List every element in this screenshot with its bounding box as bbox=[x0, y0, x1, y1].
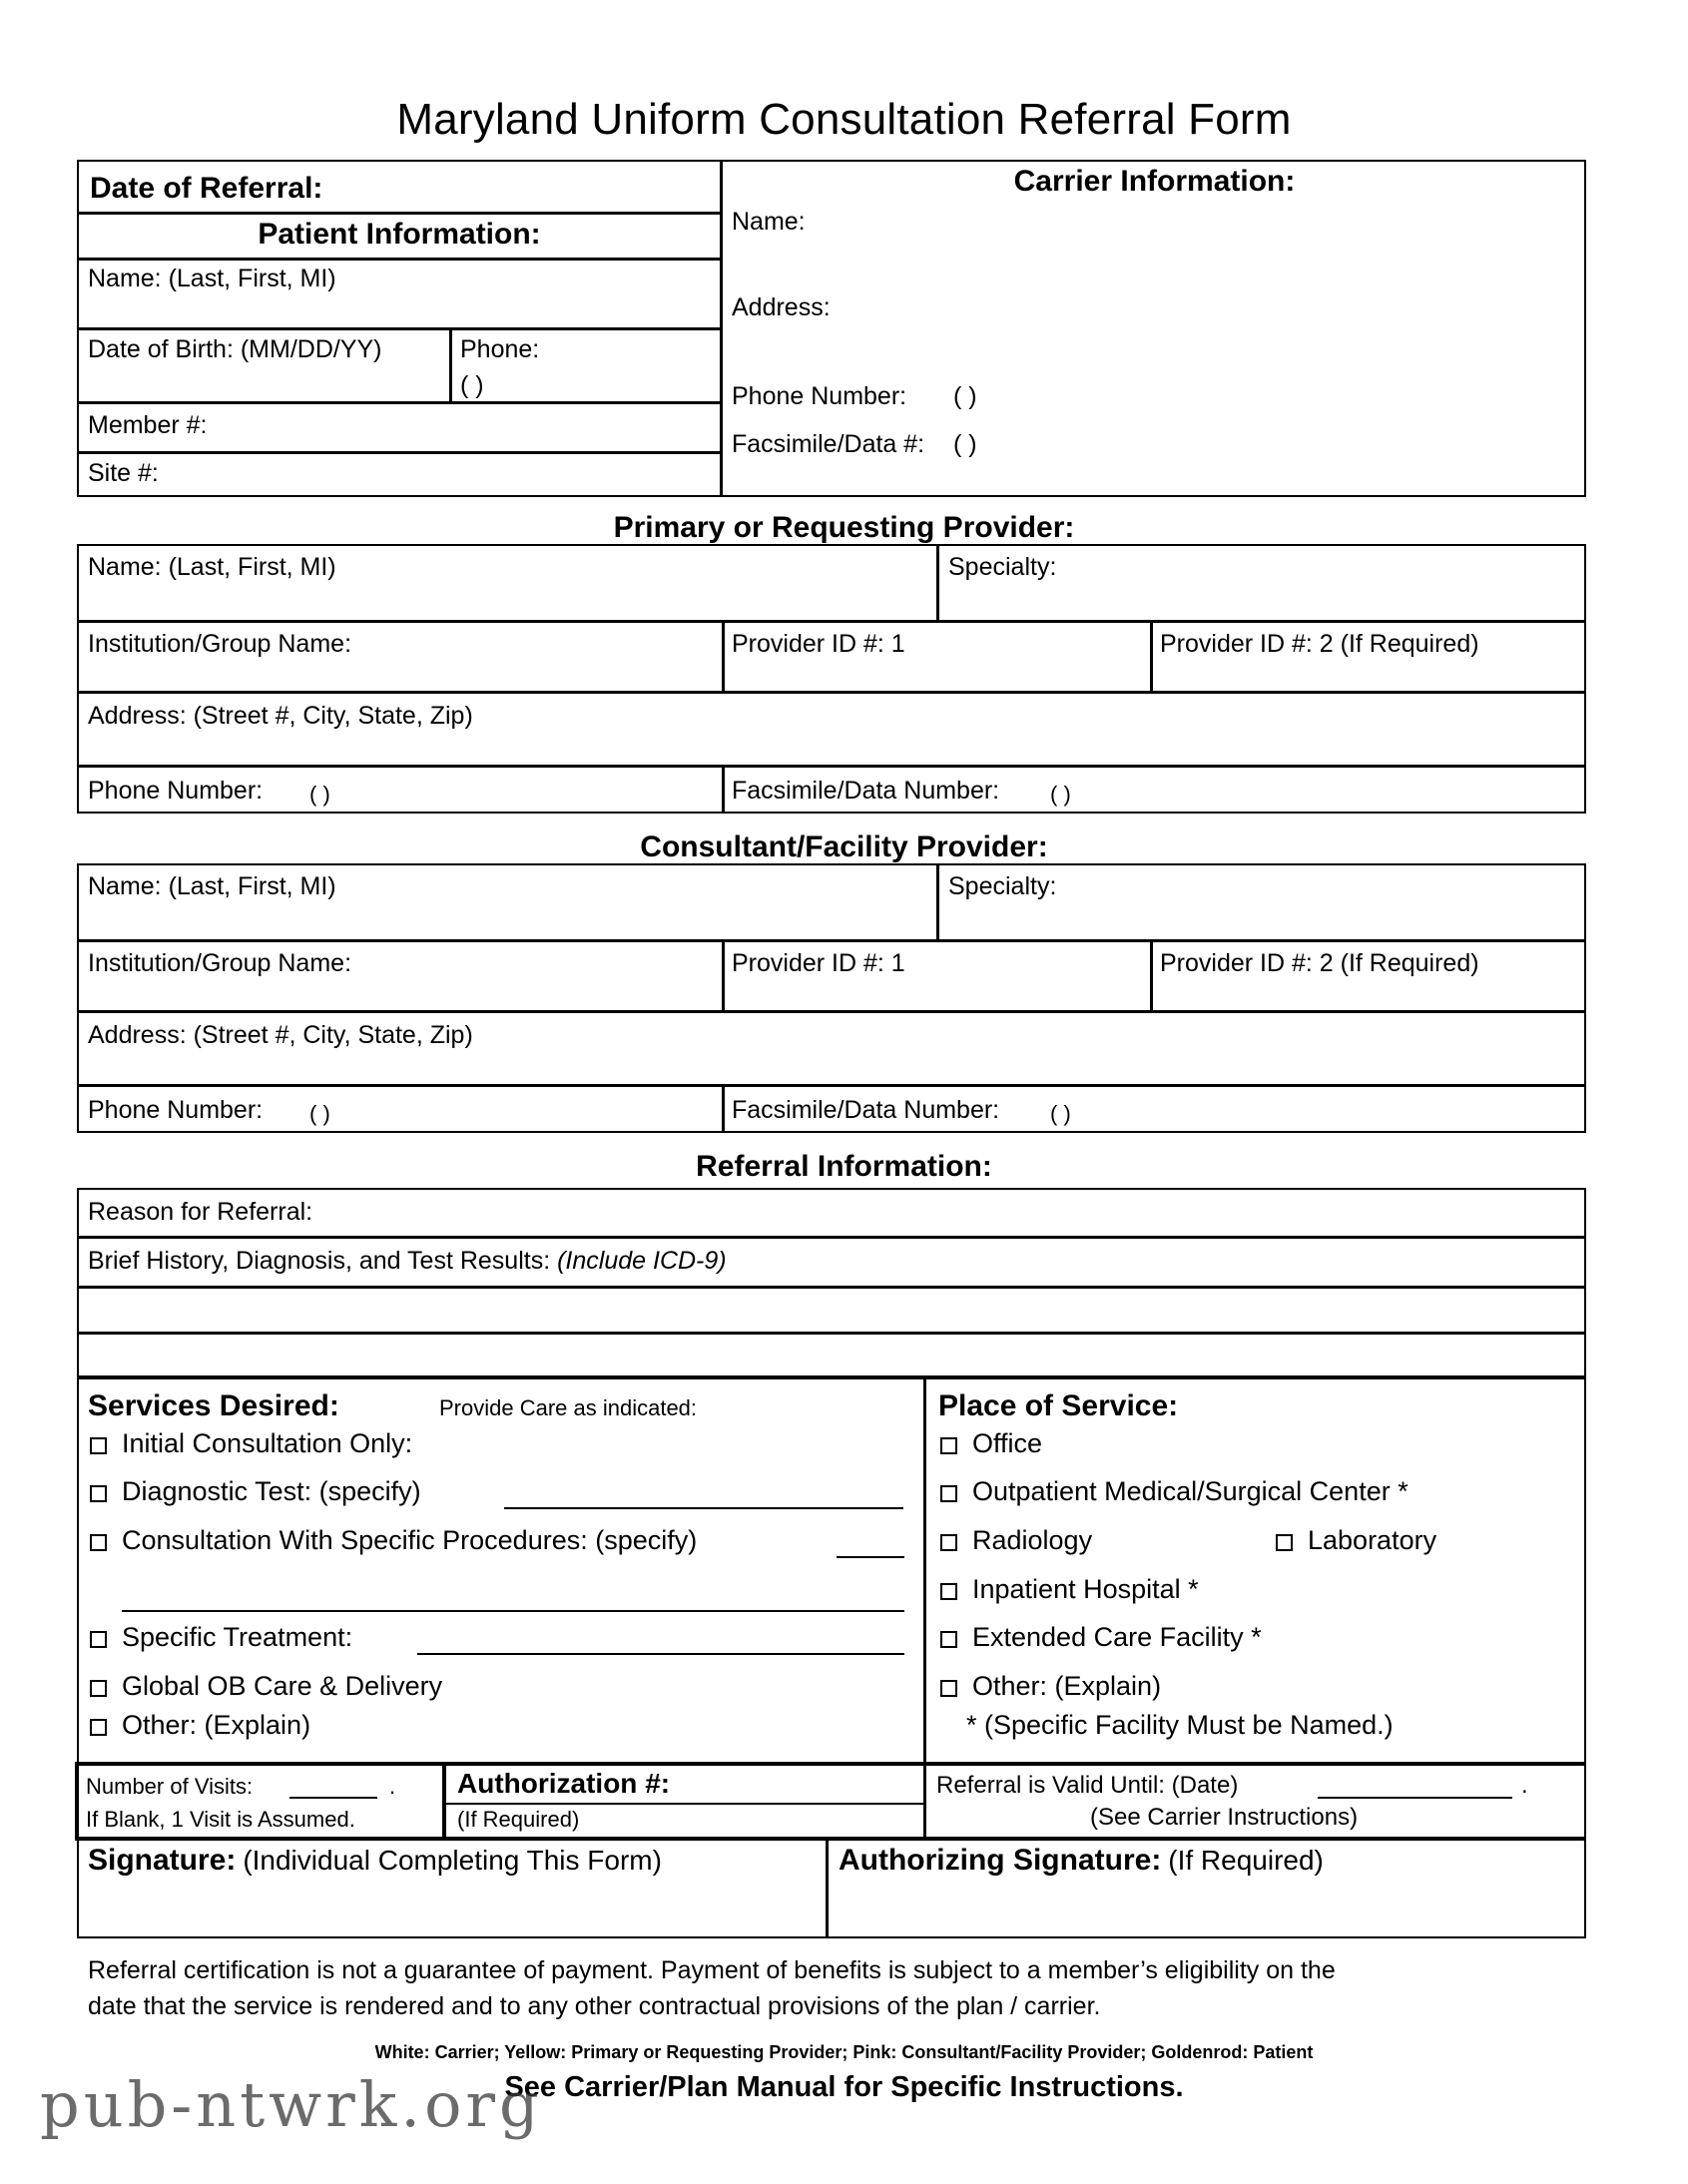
primary-phone-label: Phone Number: bbox=[88, 777, 264, 805]
primary-name-bottom-rule bbox=[77, 620, 1586, 623]
place-item-label: Extended Care Facility * bbox=[972, 1622, 1262, 1652]
referral-reason-label: Reason for Referral: bbox=[88, 1198, 313, 1226]
service-item-label: Global OB Care & Delivery bbox=[122, 1671, 443, 1701]
services-place-divider bbox=[923, 1377, 926, 1764]
consultant-name-label: Name: (Last, First, MI) bbox=[88, 872, 336, 900]
consultant-provider-box bbox=[77, 863, 1586, 1133]
patient-dob-phone-divider bbox=[449, 327, 452, 401]
primary-institution-id1-divider bbox=[722, 620, 725, 691]
consultant-provider-heading: Consultant/Facility Provider: bbox=[640, 830, 1048, 863]
checkbox-place-laboratory[interactable] bbox=[1276, 1534, 1293, 1551]
carrier-fax-parens: ( ) bbox=[953, 430, 977, 458]
consultant-institution-id1-divider bbox=[722, 939, 725, 1010]
checkbox-global-ob-care[interactable] bbox=[90, 1680, 107, 1697]
auth-validity-divider bbox=[923, 1764, 926, 1839]
referral-reason-bottom-rule bbox=[77, 1236, 1586, 1239]
footer-copies-note: White: Carrier; Yellow: Primary or Requesting Provider; Pink: Consultant/Facility Provider; Goldenrod: Patient bbox=[374, 2042, 1314, 2062]
patient-information-heading: Patient Information: bbox=[258, 218, 541, 251]
patient-dob-label: Date of Birth: (MM/DD/YY) bbox=[88, 335, 382, 363]
consultant-institution-label: Institution/Group Name: bbox=[88, 949, 352, 977]
primary-name-specialty-divider bbox=[936, 544, 939, 620]
primary-provider-box bbox=[77, 544, 1586, 814]
authorizing-signature-note: (If Required) bbox=[1168, 1845, 1324, 1876]
primary-address-bottom-rule bbox=[77, 765, 1586, 768]
checkbox-place-other[interactable] bbox=[940, 1680, 957, 1697]
carrier-address-label: Address: bbox=[732, 293, 831, 321]
checkbox-initial-consultation[interactable] bbox=[90, 1437, 107, 1454]
referral-blank-row-rule bbox=[77, 1332, 1586, 1335]
checkbox-specific-treatment[interactable] bbox=[90, 1631, 107, 1648]
primary-specialty-label: Specialty: bbox=[948, 553, 1057, 581]
watermark: pub-ntwrk.org bbox=[40, 2068, 543, 2141]
authorization-label: Authorization #: bbox=[457, 1768, 671, 1799]
carrier-phone-label: Phone Number: bbox=[732, 382, 907, 410]
service-item-label: Initial Consultation Only: bbox=[122, 1428, 413, 1458]
consultant-specialty-label: Specialty: bbox=[948, 872, 1057, 900]
authorizing-signature-group bbox=[839, 1844, 1324, 1877]
validity-note: (See Carrier Instructions) bbox=[1090, 1804, 1359, 1831]
patient-information-bottom-rule bbox=[77, 258, 722, 261]
checkbox-diagnostic-test[interactable] bbox=[90, 1485, 107, 1502]
visits-assumed-label: If Blank, 1 Visit is Assumed. bbox=[86, 1807, 355, 1832]
primary-fax-parens: ( ) bbox=[1050, 782, 1071, 807]
checkbox-services-other[interactable] bbox=[90, 1719, 107, 1736]
consultant-phone-label: Phone Number: bbox=[88, 1096, 264, 1124]
consultant-address-bottom-rule bbox=[77, 1084, 1586, 1087]
patient-name-bottom-rule bbox=[77, 327, 722, 330]
consultation-procedures-blank-1[interactable] bbox=[837, 1556, 904, 1558]
authorization-if-required: (If Required) bbox=[457, 1807, 580, 1832]
patient-member-label: Member #: bbox=[88, 411, 208, 439]
place-item-label: Laboratory bbox=[1308, 1525, 1437, 1555]
primary-id1-id2-divider bbox=[1150, 620, 1153, 691]
referral-history-text: Brief History, Diagnosis, and Test Results: bbox=[88, 1247, 551, 1275]
services-desired-subheading: Provide Care as indicated: bbox=[439, 1395, 698, 1420]
place-item-label: Outpatient Medical/Surgical Center * bbox=[972, 1476, 1408, 1506]
primary-fax-label: Facsimile/Data Number: bbox=[732, 777, 1000, 805]
number-of-visits-text: Number of Visits: bbox=[86, 1774, 254, 1799]
signature-note: (Individual Completing This Form) bbox=[243, 1845, 662, 1876]
signatures-divider bbox=[826, 1839, 829, 1938]
consultant-address-label: Address: (Street #, City, State, Zip) bbox=[88, 1021, 473, 1049]
patient-phone-parens: ( ) bbox=[460, 371, 484, 399]
number-of-visits-blank[interactable] bbox=[289, 1797, 377, 1799]
date-of-referral-label: Date of Referral: bbox=[90, 172, 323, 205]
checkbox-place-inpatient[interactable] bbox=[940, 1583, 957, 1600]
referral-history-bottom-rule bbox=[77, 1286, 1586, 1289]
validity-date-blank[interactable] bbox=[1318, 1797, 1512, 1799]
place-of-service-heading: Place of Service: bbox=[938, 1389, 1179, 1422]
service-item-label: Other: (Explain) bbox=[122, 1710, 311, 1740]
primary-institution-label: Institution/Group Name: bbox=[88, 630, 352, 658]
consultant-name-specialty-divider bbox=[936, 863, 939, 939]
place-item-label: Other: (Explain) bbox=[972, 1671, 1162, 1701]
carrier-name-label: Name: bbox=[732, 208, 806, 236]
primary-institution-bottom-rule bbox=[77, 691, 1586, 694]
patient-name-label: Name: (Last, First, MI) bbox=[88, 265, 336, 292]
service-item-label: Consultation With Specific Procedures: (specify) bbox=[122, 1525, 698, 1555]
primary-provider-id2-label: Provider ID #: 2 (If Required) bbox=[1160, 630, 1479, 658]
authorization-underline-rule bbox=[446, 1803, 923, 1805]
primary-provider-heading: Primary or Requesting Provider: bbox=[613, 511, 1075, 544]
service-item-label: Specific Treatment: bbox=[122, 1622, 353, 1652]
footer-disclaimer-line-1: Referral certification is not a guarantee of payment. Payment of benefits is subject to a member’s eligibility on the bbox=[88, 1956, 1336, 1984]
date-of-referral-bottom-rule bbox=[77, 212, 722, 215]
place-item-label: Radiology bbox=[972, 1525, 1093, 1555]
carrier-phone-parens: ( ) bbox=[953, 382, 977, 410]
patient-dob-bottom-rule bbox=[77, 401, 722, 404]
consultant-institution-bottom-rule bbox=[77, 1010, 1586, 1013]
primary-phone-fax-divider bbox=[722, 765, 725, 814]
checkbox-place-extended-care[interactable] bbox=[940, 1631, 957, 1648]
consultation-procedures-blank-2[interactable] bbox=[122, 1610, 904, 1612]
referral-information-heading: Referral Information: bbox=[696, 1150, 992, 1183]
consultant-id1-id2-divider bbox=[1150, 939, 1153, 1010]
number-of-visits-label bbox=[86, 1774, 253, 1799]
patient-member-bottom-rule bbox=[77, 451, 722, 454]
diagnostic-test-blank[interactable] bbox=[504, 1507, 903, 1509]
checkbox-place-outpatient[interactable] bbox=[940, 1485, 957, 1502]
signature-label-group bbox=[88, 1844, 662, 1877]
primary-phone-parens: ( ) bbox=[309, 782, 330, 807]
page-title: Maryland Uniform Consultation Referral Form bbox=[396, 95, 1292, 144]
footer-manual-note: See Carrier/Plan Manual for Specific Instructions. bbox=[504, 2071, 1184, 2103]
checkbox-place-office[interactable] bbox=[940, 1437, 957, 1454]
signature-label: Signature: bbox=[88, 1844, 237, 1877]
place-item-label: Inpatient Hospital * bbox=[972, 1574, 1199, 1604]
consultant-provider-id2-label: Provider ID #: 2 (If Required) bbox=[1160, 949, 1479, 977]
validity-label: Referral is Valid Until: (Date) bbox=[936, 1772, 1239, 1799]
consultant-fax-parens: ( ) bbox=[1050, 1101, 1071, 1126]
primary-address-label: Address: (Street #, City, State, Zip) bbox=[88, 702, 473, 730]
consultant-provider-id1-label: Provider ID #: 1 bbox=[732, 949, 905, 977]
footer-disclaimer-line-2: date that the service is rendered and to any other contractual provisions of the plan / carrier. bbox=[88, 1992, 1101, 2020]
checkbox-place-radiology[interactable] bbox=[940, 1534, 957, 1551]
referral-history-label bbox=[88, 1247, 727, 1275]
referral-history-icd: (Include ICD-9) bbox=[557, 1247, 727, 1275]
consultant-phone-fax-divider bbox=[722, 1084, 725, 1133]
service-item-label: Diagnostic Test: (specify) bbox=[122, 1476, 421, 1506]
place-of-service-footnote: * (Specific Facility Must be Named.) bbox=[966, 1710, 1394, 1740]
patient-site-label: Site #: bbox=[88, 459, 159, 487]
validity-period: . bbox=[1521, 1772, 1528, 1799]
specific-treatment-blank[interactable] bbox=[417, 1653, 904, 1655]
authorizing-signature-label: Authorizing Signature: bbox=[839, 1844, 1162, 1877]
services-desired-heading: Services Desired: bbox=[88, 1389, 339, 1422]
primary-provider-id1-label: Provider ID #: 1 bbox=[732, 630, 905, 658]
carrier-information-heading: Carrier Information: bbox=[1013, 165, 1296, 198]
carrier-fax-label: Facsimile/Data #: bbox=[732, 430, 925, 458]
place-item-label: Office bbox=[972, 1428, 1043, 1458]
consultant-name-bottom-rule bbox=[77, 939, 1586, 942]
primary-name-label: Name: (Last, First, MI) bbox=[88, 553, 336, 581]
patient-phone-label: Phone: bbox=[460, 335, 540, 363]
consultant-fax-label: Facsimile/Data Number: bbox=[732, 1096, 1000, 1124]
consultant-phone-parens: ( ) bbox=[309, 1101, 330, 1126]
checkbox-consultation-procedures[interactable] bbox=[90, 1534, 107, 1551]
number-of-visits-period: . bbox=[389, 1774, 396, 1799]
